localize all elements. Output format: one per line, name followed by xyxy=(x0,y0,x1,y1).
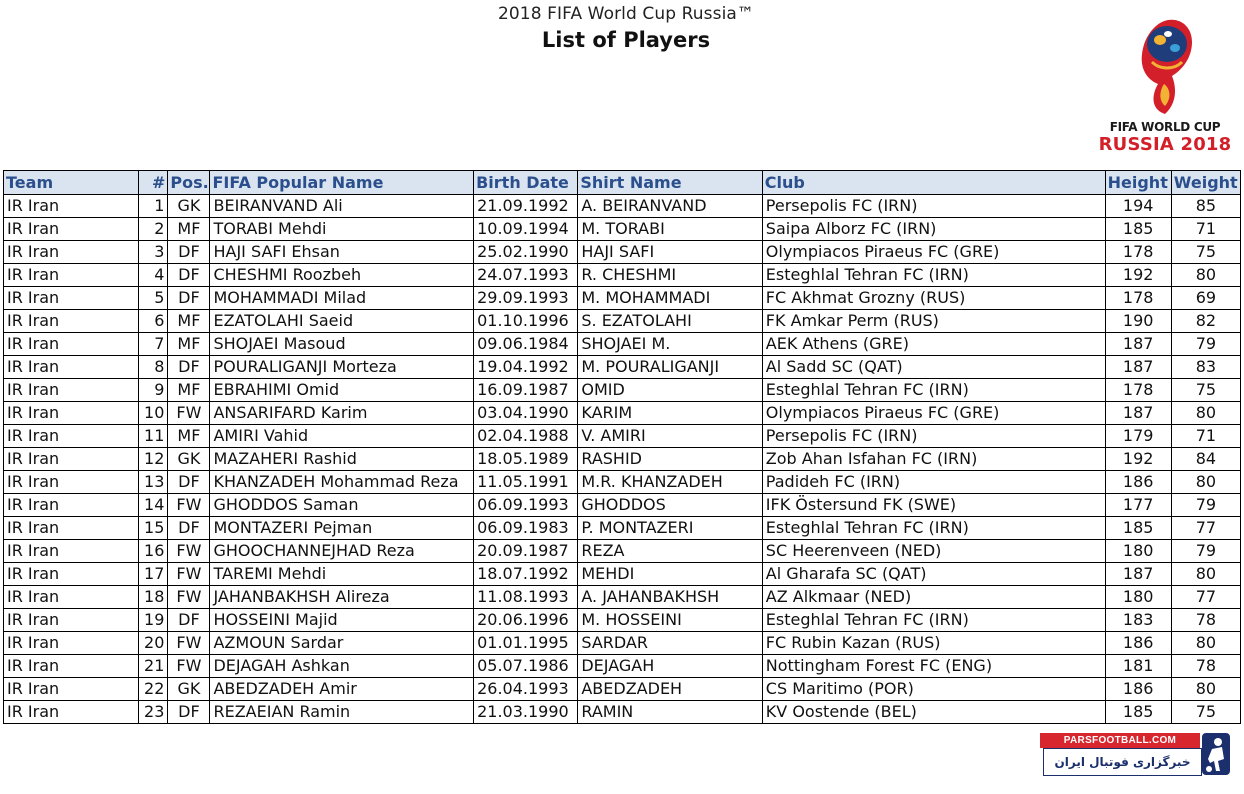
col-header-number[interactable]: # xyxy=(139,171,168,195)
height-cell: 177 xyxy=(1105,494,1171,517)
team-cell: IR Iran xyxy=(4,517,139,540)
table-row xyxy=(4,494,1241,517)
number-cell: 4 xyxy=(139,264,168,287)
shirt-name-cell: DEJAGAH xyxy=(578,655,762,678)
number-cell: 5 xyxy=(139,287,168,310)
table-row xyxy=(4,655,1241,678)
shirt-name-cell: M. POURALIGANJI xyxy=(578,356,762,379)
col-header-team[interactable]: Team xyxy=(4,171,139,195)
weight-cell: 80 xyxy=(1171,678,1240,701)
club-cell: Al Sadd SC (QAT) xyxy=(762,356,1105,379)
team-cell: IR Iran xyxy=(4,448,139,471)
name-cell: KHANZADEH Mohammad Reza xyxy=(210,471,474,494)
name-cell: MOHAMMADI Milad xyxy=(210,287,474,310)
height-cell: 186 xyxy=(1105,632,1171,655)
team-cell: IR Iran xyxy=(4,586,139,609)
club-cell: AEK Athens (GRE) xyxy=(762,333,1105,356)
club-cell: Padideh FC (IRN) xyxy=(762,471,1105,494)
team-cell: IR Iran xyxy=(4,310,139,333)
weight-cell: 84 xyxy=(1171,448,1240,471)
position-cell: FW xyxy=(168,586,210,609)
position-cell: DF xyxy=(168,356,210,379)
table-row xyxy=(4,310,1241,333)
height-cell: 187 xyxy=(1105,402,1171,425)
name-cell: BEIRANVAND Ali xyxy=(210,195,474,218)
height-cell: 180 xyxy=(1105,540,1171,563)
weight-cell: 80 xyxy=(1171,264,1240,287)
club-cell: Saipa Alborz FC (IRN) xyxy=(762,218,1105,241)
col-header-height[interactable]: Height xyxy=(1105,171,1171,195)
position-cell: FW xyxy=(168,402,210,425)
weight-cell: 79 xyxy=(1171,540,1240,563)
players-table xyxy=(3,170,1241,724)
height-cell: 192 xyxy=(1105,264,1171,287)
name-cell: CHESHMI Roozbeh xyxy=(210,264,474,287)
club-cell: Esteghlal Tehran FC (IRN) xyxy=(762,609,1105,632)
weight-cell: 78 xyxy=(1171,609,1240,632)
logo-text-line2: RUSSIA 2018 xyxy=(1098,134,1232,155)
birth-date-cell: 25.02.1990 xyxy=(474,241,578,264)
birth-date-cell: 11.08.1993 xyxy=(474,586,578,609)
birth-date-cell: 18.07.1992 xyxy=(474,563,578,586)
shirt-name-cell: M.R. KHANZADEH xyxy=(578,471,762,494)
shirt-name-cell: RAMIN xyxy=(578,701,762,724)
birth-date-cell: 19.04.1992 xyxy=(474,356,578,379)
name-cell: AZMOUN Sardar xyxy=(210,632,474,655)
name-cell: HAJI SAFI Ehsan xyxy=(210,241,474,264)
number-cell: 18 xyxy=(139,586,168,609)
world-cup-logo xyxy=(1092,14,1238,156)
shirt-name-cell: M. HOSSEINI xyxy=(578,609,762,632)
table-row xyxy=(4,632,1241,655)
position-cell: FW xyxy=(168,540,210,563)
table-row xyxy=(4,701,1241,724)
number-cell: 22 xyxy=(139,678,168,701)
name-cell: HOSSEINI Majid xyxy=(210,609,474,632)
table-row xyxy=(4,241,1241,264)
club-cell: FK Amkar Perm (RUS) xyxy=(762,310,1105,333)
weight-cell: 71 xyxy=(1171,218,1240,241)
weight-cell: 80 xyxy=(1171,563,1240,586)
height-cell: 178 xyxy=(1105,241,1171,264)
table-row xyxy=(4,195,1241,218)
position-cell: MF xyxy=(168,333,210,356)
name-cell: AMIRI Vahid xyxy=(210,425,474,448)
team-cell: IR Iran xyxy=(4,264,139,287)
name-cell: SHOJAEI Masoud xyxy=(210,333,474,356)
birth-date-cell: 21.03.1990 xyxy=(474,701,578,724)
club-cell: Esteghlal Tehran FC (IRN) xyxy=(762,264,1105,287)
birth-date-cell: 10.09.1994 xyxy=(474,218,578,241)
shirt-name-cell: GHODDOS xyxy=(578,494,762,517)
number-cell: 19 xyxy=(139,609,168,632)
name-cell: EZATOLAHI Saeid xyxy=(210,310,474,333)
club-cell: AZ Alkmaar (NED) xyxy=(762,586,1105,609)
team-cell: IR Iran xyxy=(4,379,139,402)
name-cell: ABEDZADEH Amir xyxy=(210,678,474,701)
weight-cell: 78 xyxy=(1171,655,1240,678)
height-cell: 181 xyxy=(1105,655,1171,678)
position-cell: FW xyxy=(168,494,210,517)
weight-cell: 79 xyxy=(1171,333,1240,356)
table-row xyxy=(4,333,1241,356)
shirt-name-cell: KARIM xyxy=(578,402,762,425)
number-cell: 8 xyxy=(139,356,168,379)
table-row xyxy=(4,609,1241,632)
shirt-name-cell: M. MOHAMMADI xyxy=(578,287,762,310)
height-cell: 185 xyxy=(1105,517,1171,540)
club-cell: SC Heerenveen (NED) xyxy=(762,540,1105,563)
height-cell: 187 xyxy=(1105,333,1171,356)
birth-date-cell: 01.01.1995 xyxy=(474,632,578,655)
club-cell: Esteghlal Tehran FC (IRN) xyxy=(762,517,1105,540)
number-cell: 7 xyxy=(139,333,168,356)
shirt-name-cell: RASHID xyxy=(578,448,762,471)
birth-date-cell: 20.09.1987 xyxy=(474,540,578,563)
trophy-emblem-icon xyxy=(1130,14,1200,118)
table-row xyxy=(4,678,1241,701)
birth-date-cell: 05.07.1986 xyxy=(474,655,578,678)
table-row xyxy=(4,540,1241,563)
position-cell: MF xyxy=(168,310,210,333)
position-cell: DF xyxy=(168,517,210,540)
shirt-name-cell: MEHDI xyxy=(578,563,762,586)
team-cell: IR Iran xyxy=(4,540,139,563)
position-cell: DF xyxy=(168,287,210,310)
weight-cell: 75 xyxy=(1171,701,1240,724)
club-cell: Esteghlal Tehran FC (IRN) xyxy=(762,379,1105,402)
position-cell: FW xyxy=(168,632,210,655)
weight-cell: 75 xyxy=(1171,241,1240,264)
shirt-name-cell: M. TORABI xyxy=(578,218,762,241)
shirt-name-cell: SHOJAEI M. xyxy=(578,333,762,356)
team-cell: IR Iran xyxy=(4,563,139,586)
number-cell: 21 xyxy=(139,655,168,678)
col-header-shirt-name[interactable]: Shirt Name xyxy=(578,171,762,195)
position-cell: MF xyxy=(168,379,210,402)
birth-date-cell: 16.09.1987 xyxy=(474,379,578,402)
height-cell: 192 xyxy=(1105,448,1171,471)
number-cell: 10 xyxy=(139,402,168,425)
height-cell: 187 xyxy=(1105,563,1171,586)
height-cell: 190 xyxy=(1105,310,1171,333)
col-header-name[interactable]: FIFA Popular Name xyxy=(210,171,474,195)
table-row xyxy=(4,448,1241,471)
name-cell: TAREMI Mehdi xyxy=(210,563,474,586)
weight-cell: 80 xyxy=(1171,471,1240,494)
team-cell: IR Iran xyxy=(4,195,139,218)
position-cell: MF xyxy=(168,218,210,241)
team-cell: IR Iran xyxy=(4,655,139,678)
birth-date-cell: 21.09.1992 xyxy=(474,195,578,218)
table-row xyxy=(4,517,1241,540)
number-cell: 2 xyxy=(139,218,168,241)
shirt-name-cell: HAJI SAFI xyxy=(578,241,762,264)
height-cell: 180 xyxy=(1105,586,1171,609)
team-cell: IR Iran xyxy=(4,333,139,356)
club-cell: FC Akhmat Grozny (RUS) xyxy=(762,287,1105,310)
birth-date-cell: 11.05.1991 xyxy=(474,471,578,494)
table-row xyxy=(4,287,1241,310)
name-cell: TORABI Mehdi xyxy=(210,218,474,241)
number-cell: 15 xyxy=(139,517,168,540)
team-cell: IR Iran xyxy=(4,494,139,517)
team-cell: IR Iran xyxy=(4,425,139,448)
height-cell: 179 xyxy=(1105,425,1171,448)
number-cell: 9 xyxy=(139,379,168,402)
watermark-tagline: خبرگزاری فوتبال ایران xyxy=(1043,748,1202,776)
club-cell: Olympiacos Piraeus FC (GRE) xyxy=(762,241,1105,264)
height-cell: 183 xyxy=(1105,609,1171,632)
shirt-name-cell: A. JAHANBAKHSH xyxy=(578,586,762,609)
height-cell: 186 xyxy=(1105,678,1171,701)
position-cell: MF xyxy=(168,425,210,448)
table-row xyxy=(4,471,1241,494)
birth-date-cell: 18.05.1989 xyxy=(474,448,578,471)
table-row xyxy=(4,425,1241,448)
club-cell: CS Maritimo (POR) xyxy=(762,678,1105,701)
shirt-name-cell: SARDAR xyxy=(578,632,762,655)
shirt-name-cell: R. CHESHMI xyxy=(578,264,762,287)
number-cell: 13 xyxy=(139,471,168,494)
position-cell: DF xyxy=(168,471,210,494)
table-row xyxy=(4,218,1241,241)
page-title: List of Players xyxy=(541,28,711,52)
weight-cell: 80 xyxy=(1171,402,1240,425)
weight-cell: 83 xyxy=(1171,356,1240,379)
club-cell: Nottingham Forest FC (ENG) xyxy=(762,655,1105,678)
table-row xyxy=(4,563,1241,586)
name-cell: REZAEIAN Ramin xyxy=(210,701,474,724)
name-cell: ANSARIFARD Karim xyxy=(210,402,474,425)
col-header-club[interactable]: Club xyxy=(762,171,1105,195)
player-silhouette-icon xyxy=(1202,733,1230,775)
number-cell: 14 xyxy=(139,494,168,517)
position-cell: DF xyxy=(168,609,210,632)
weight-cell: 79 xyxy=(1171,494,1240,517)
table-row xyxy=(4,402,1241,425)
col-header-position[interactable]: Pos. xyxy=(168,171,210,195)
table-header-row xyxy=(4,171,1241,195)
height-cell: 178 xyxy=(1105,287,1171,310)
weight-cell: 85 xyxy=(1171,195,1240,218)
height-cell: 187 xyxy=(1105,356,1171,379)
number-cell: 6 xyxy=(139,310,168,333)
shirt-name-cell: OMID xyxy=(578,379,762,402)
name-cell: POURALIGANJI Morteza xyxy=(210,356,474,379)
birth-date-cell: 06.09.1983 xyxy=(474,517,578,540)
position-cell: GK xyxy=(168,448,210,471)
name-cell: DEJAGAH Ashkan xyxy=(210,655,474,678)
weight-cell: 82 xyxy=(1171,310,1240,333)
shirt-name-cell: S. EZATOLAHI xyxy=(578,310,762,333)
shirt-name-cell: ABEDZADEH xyxy=(578,678,762,701)
position-cell: GK xyxy=(168,678,210,701)
name-cell: GHOOCHANNEJHAD Reza xyxy=(210,540,474,563)
birth-date-cell: 02.04.1988 xyxy=(474,425,578,448)
height-cell: 194 xyxy=(1105,195,1171,218)
logo-text-line1: FIFA WORLD CUP xyxy=(1109,120,1221,134)
shirt-name-cell: V. AMIRI xyxy=(578,425,762,448)
club-cell: KV Oostende (BEL) xyxy=(762,701,1105,724)
shirt-name-cell: REZA xyxy=(578,540,762,563)
club-cell: Persepolis FC (IRN) xyxy=(762,425,1105,448)
col-header-weight[interactable]: Weight xyxy=(1171,171,1240,195)
birth-date-cell: 20.06.1996 xyxy=(474,609,578,632)
shirt-name-cell: P. MONTAZERI xyxy=(578,517,762,540)
number-cell: 11 xyxy=(139,425,168,448)
team-cell: IR Iran xyxy=(4,241,139,264)
name-cell: MONTAZERI Pejman xyxy=(210,517,474,540)
birth-date-cell: 01.10.1996 xyxy=(474,310,578,333)
name-cell: MAZAHERI Rashid xyxy=(210,448,474,471)
team-cell: IR Iran xyxy=(4,471,139,494)
position-cell: DF xyxy=(168,241,210,264)
table-row xyxy=(4,264,1241,287)
number-cell: 20 xyxy=(139,632,168,655)
weight-cell: 71 xyxy=(1171,425,1240,448)
table-row xyxy=(4,379,1241,402)
birth-date-cell: 29.09.1993 xyxy=(474,287,578,310)
name-cell: EBRAHIMI Omid xyxy=(210,379,474,402)
birth-date-cell: 03.04.1990 xyxy=(474,402,578,425)
position-cell: DF xyxy=(168,701,210,724)
weight-cell: 77 xyxy=(1171,517,1240,540)
number-cell: 3 xyxy=(139,241,168,264)
team-cell: IR Iran xyxy=(4,218,139,241)
position-cell: DF xyxy=(168,264,210,287)
tournament-subtitle: 2018 FIFA World Cup Russia™ xyxy=(497,4,755,24)
team-cell: IR Iran xyxy=(4,609,139,632)
team-cell: IR Iran xyxy=(4,678,139,701)
team-cell: IR Iran xyxy=(4,287,139,310)
club-cell: Olympiacos Piraeus FC (GRE) xyxy=(762,402,1105,425)
club-cell: FC Rubin Kazan (RUS) xyxy=(762,632,1105,655)
team-cell: IR Iran xyxy=(4,632,139,655)
team-cell: IR Iran xyxy=(4,402,139,425)
club-cell: Zob Ahan Isfahan FC (IRN) xyxy=(762,448,1105,471)
birth-date-cell: 26.04.1993 xyxy=(474,678,578,701)
number-cell: 23 xyxy=(139,701,168,724)
weight-cell: 69 xyxy=(1171,287,1240,310)
team-cell: IR Iran xyxy=(4,356,139,379)
shirt-name-cell: A. BEIRANVAND xyxy=(578,195,762,218)
number-cell: 1 xyxy=(139,195,168,218)
height-cell: 185 xyxy=(1105,218,1171,241)
weight-cell: 77 xyxy=(1171,586,1240,609)
number-cell: 16 xyxy=(139,540,168,563)
club-cell: Persepolis FC (IRN) xyxy=(762,195,1105,218)
name-cell: JAHANBAKHSH Alireza xyxy=(210,586,474,609)
club-cell: IFK Östersund FK (SWE) xyxy=(762,494,1105,517)
height-cell: 185 xyxy=(1105,701,1171,724)
weight-cell: 75 xyxy=(1171,379,1240,402)
number-cell: 17 xyxy=(139,563,168,586)
height-cell: 178 xyxy=(1105,379,1171,402)
parsfootball-watermark xyxy=(1040,733,1232,777)
birth-date-cell: 09.06.1984 xyxy=(474,333,578,356)
col-header-birth-date[interactable]: Birth Date xyxy=(474,171,578,195)
height-cell: 186 xyxy=(1105,471,1171,494)
club-cell: Al Gharafa SC (QAT) xyxy=(762,563,1105,586)
position-cell: GK xyxy=(168,195,210,218)
watermark-site: PARSFOOTBALL.COM xyxy=(1040,733,1200,748)
name-cell: GHODDOS Saman xyxy=(210,494,474,517)
players-table-body xyxy=(4,195,1241,724)
team-cell: IR Iran xyxy=(4,701,139,724)
position-cell: FW xyxy=(168,655,210,678)
birth-date-cell: 06.09.1993 xyxy=(474,494,578,517)
position-cell: FW xyxy=(168,563,210,586)
number-cell: 12 xyxy=(139,448,168,471)
birth-date-cell: 24.07.1993 xyxy=(474,264,578,287)
weight-cell: 80 xyxy=(1171,632,1240,655)
table-row xyxy=(4,586,1241,609)
table-row xyxy=(4,356,1241,379)
